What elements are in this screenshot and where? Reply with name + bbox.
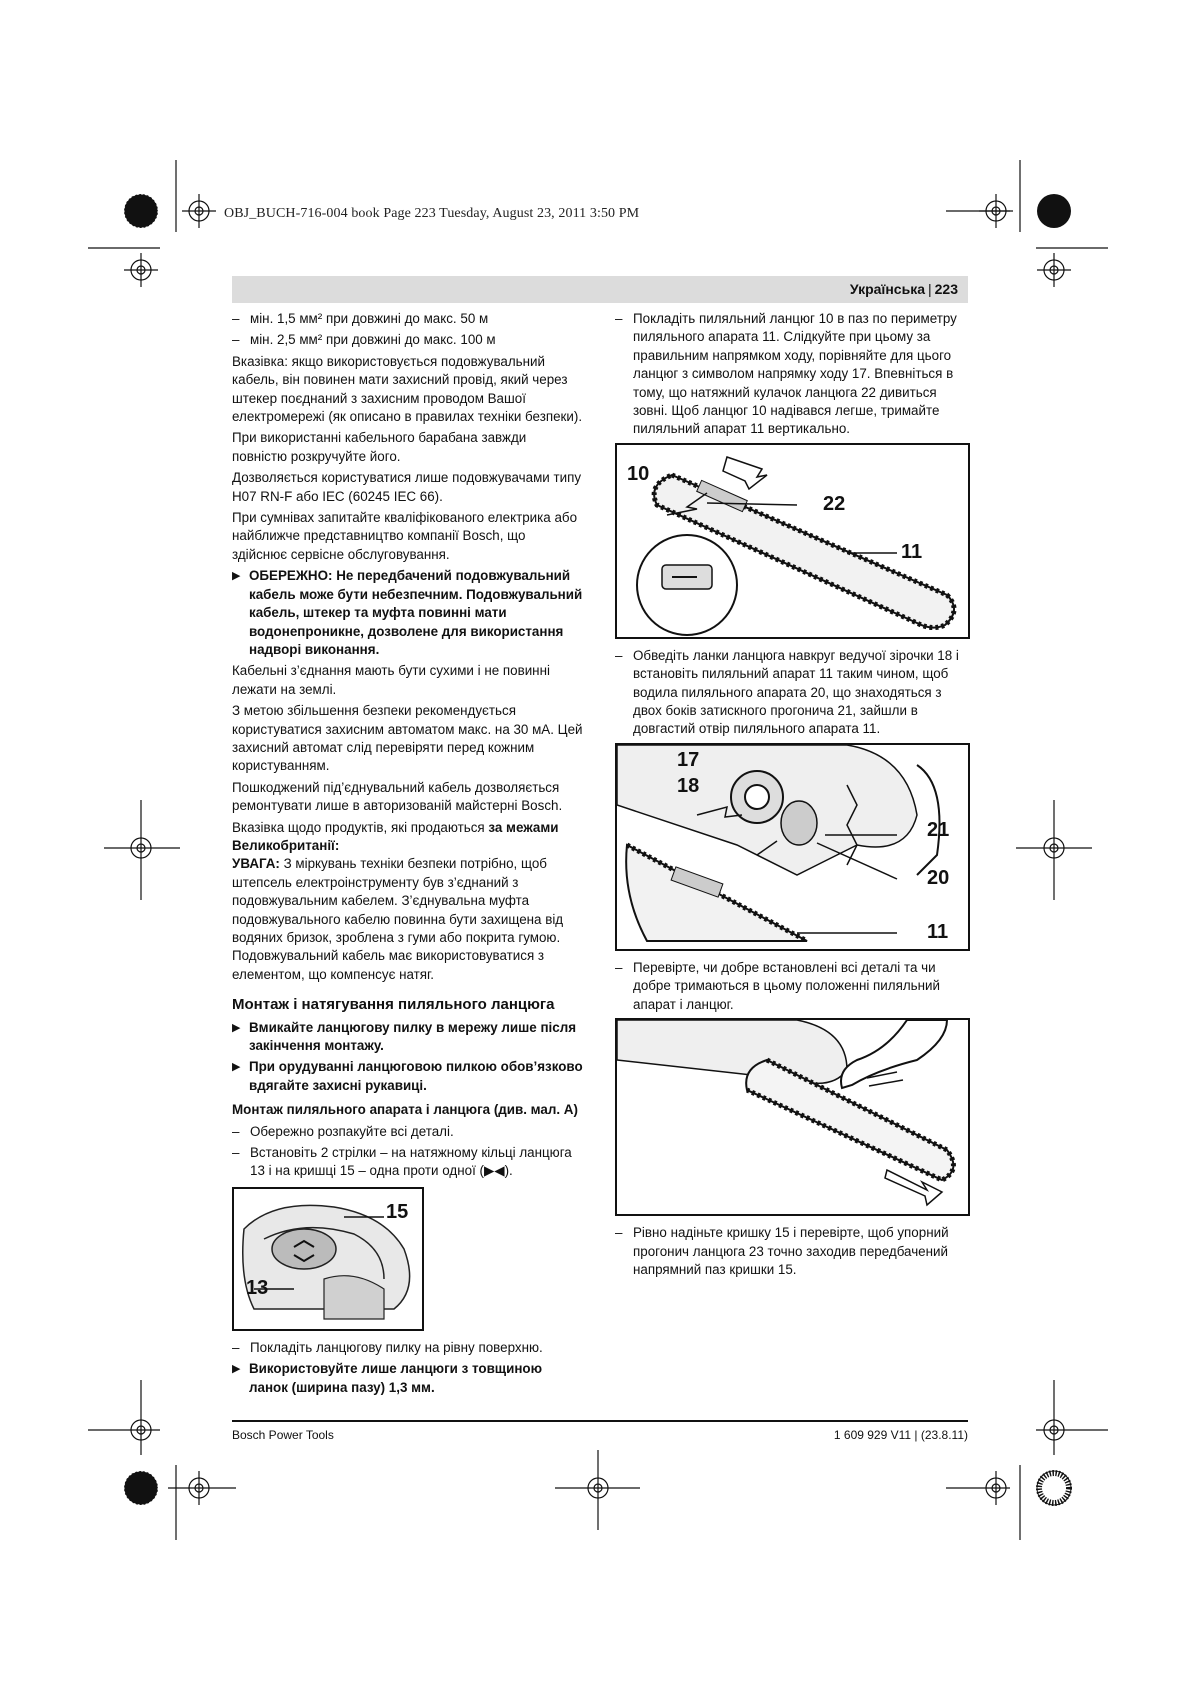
warning-cable: ▶ ОБЕРЕЖНО: Не передбачений подовжувальний кабель може бути небезпечним. Подовжувальний кабель, штекер та муфта повинні мати водонепроникне, дозволене для використання надворі виконання. <box>232 567 584 659</box>
sprocket-illustration <box>617 745 968 949</box>
figure-tension-ring <box>232 1187 424 1331</box>
attention-text: З міркувань техніки безпеки потрібно, щоб штепсель електроінструменту був з’єднаний з подовжувальним кабелем. З’єднувальна муфта подовжувального кабелю повинна бути захищена від водяних бризок, зроблена з гуми або покрита гумою. Подовжувальний кабель має використовуватися з елементом, що компенсує натяг. <box>232 856 564 982</box>
note-outside-uk-lead: Вказівка щодо продуктів, які продаються <box>232 819 489 835</box>
page-language-and-number <box>850 281 958 297</box>
step-lay-flat: – Покладіть ланцюгову пилку на рівну поверхню. <box>232 1339 584 1357</box>
note-extension-cable: Вказівка: якщо використовується подовжувальний кабель, він повинен мати захисний провід, який через штекер поєднаний з захисним проводом Вашої електромережі (як описано в правилах техніки безпеки). <box>232 353 583 425</box>
step-align-arrows: – Встановіть 2 стрілки – на натяжному кільці ланцюга 13 і на кришці 15 – одна проти одної (▶◀). <box>232 1144 584 1181</box>
callout-13: 13 <box>246 1276 269 1299</box>
callout-20: 20 <box>927 866 950 889</box>
attention-label: УВАГА: <box>232 856 280 872</box>
step-insert-chain: – Покладіть пиляльний ланцюг 10 в паз по периметру пиляльного апарата 11. Слідкуйте при цьому за правильним напрямком ходу, порівняйте для цього ланцюг з символом напрямку ходу 17. Впевніться в тому, що натяжний кулачок ланцюга 22 дивиться зовні. Щоб ланцюг 10 надівався легше, тримайте пиляльний апарат 11 вертикально. <box>615 310 970 439</box>
callout-21: 21 <box>927 818 950 841</box>
note-outside-uk-bold: за межами Великобританії: <box>232 819 559 853</box>
step-wrap-sprocket: – Обведіть ланки ланцюга навкруг ведучої зірочки 18 і встановіть пиляльний апарат 11 таким чином, щоб водила пиляльного апарата 20, що знаходяться з двох боків затискного прогонича 21, зайшли в довгастий отвір пиляльного апарата 11. <box>615 647 970 739</box>
note-rcd: З метою збільшення безпеки рекомендується користуватися захисним автоматом макс. на 30 мА. Цей захисний автомат слід перевіряти перед кожним користуванням. <box>232 703 583 774</box>
callout-10: 10 <box>627 462 650 485</box>
left-column <box>232 310 584 1400</box>
note-cable-drum: При використанні кабельного барабана завжди повністю розкручуйте його. <box>232 430 527 464</box>
note-ask-electrician: При сумнівах запитайте кваліфікованого електрика або найближче представництво компанії Bosch, що здійснює сервісне обслуговування. <box>232 510 578 562</box>
figure-chain-on-bar <box>615 443 970 639</box>
hand-bar-illustration <box>617 1020 968 1214</box>
page-number: 223 <box>934 281 958 297</box>
note-outside-uk <box>232 819 584 856</box>
language-label: Українська <box>849 281 925 297</box>
separator: | <box>928 281 932 297</box>
callout-17: 17 <box>677 748 700 771</box>
page-footer <box>232 1420 968 1442</box>
callout-22: 22 <box>823 492 846 515</box>
footer-brand: Bosch Power Tools <box>232 1428 334 1442</box>
warning-gloves: ▶ При орудуванні ланцюговою пилкою обов’язково вдягайте захисні рукавиці. <box>232 1058 584 1095</box>
callout-18: 18 <box>677 774 700 797</box>
footer-doc-number: 1 609 929 V11 | (23.8.11) <box>833 1428 968 1442</box>
attention-plug <box>232 855 584 984</box>
right-column <box>615 310 970 1282</box>
print-header: OBJ_BUCH-716-004 book Page 223 Tuesday, August 23, 2011 3:50 PM <box>224 206 640 221</box>
callout-11b: 11 <box>927 920 949 943</box>
subsection-heading: Монтаж пиляльного апарата і ланцюга (див. мал. А) <box>232 1102 578 1118</box>
cable-spec-1: – мін. 1,5 мм² при довжині до макс. 50 м <box>232 310 584 328</box>
callout-11: 11 <box>901 540 923 563</box>
section-heading: Монтаж і натягування пиляльного ланцюга <box>232 996 555 1014</box>
figure-hand-holding-bar <box>615 1018 970 1216</box>
step-fit-cover: – Рівно надіньте кришку 15 і перевірте, щоб упорний прогонич ланцюга 23 точно заходив передбачений напрямний паз кришки 15. <box>615 1224 970 1279</box>
warning-chain-thickness: ▶ Використовуйте лише ланцюги з товщиною ланок (ширина пазу) 1,3 мм. <box>232 1360 584 1397</box>
step-check-parts: – Перевірте, чи добре встановлені всі деталі та чи добре тримаються в цьому положенні пиляльний апарат і ланцюг. <box>615 959 970 1014</box>
warning-plug-after-assembly: ▶ Вмикайте ланцюгову пилку в мережу лише після закінчення монтажу. <box>232 1019 584 1056</box>
page-header-bar <box>232 276 968 303</box>
step-unpack: – Обережно розпакуйте всі деталі. <box>232 1123 584 1141</box>
note-connections-dry: Кабельні з’єднання мають бути сухими і не повинні лежати на землі. <box>232 663 550 697</box>
callout-15: 15 <box>386 1200 409 1223</box>
cable-spec-2: – мін. 2,5 мм² при довжині до макс. 100 м <box>232 331 584 349</box>
note-repair: Пошкоджений під’єднувальний кабель дозволяється ремонтувати лише в авторизованій майстерні Bosch. <box>232 779 563 814</box>
note-allowed-cables: Дозволяється користуватися лише подовжувачами типу H07 RN-F або IEC (60245 IEC 66). <box>232 470 582 504</box>
figure-sprocket-mount <box>615 743 970 951</box>
